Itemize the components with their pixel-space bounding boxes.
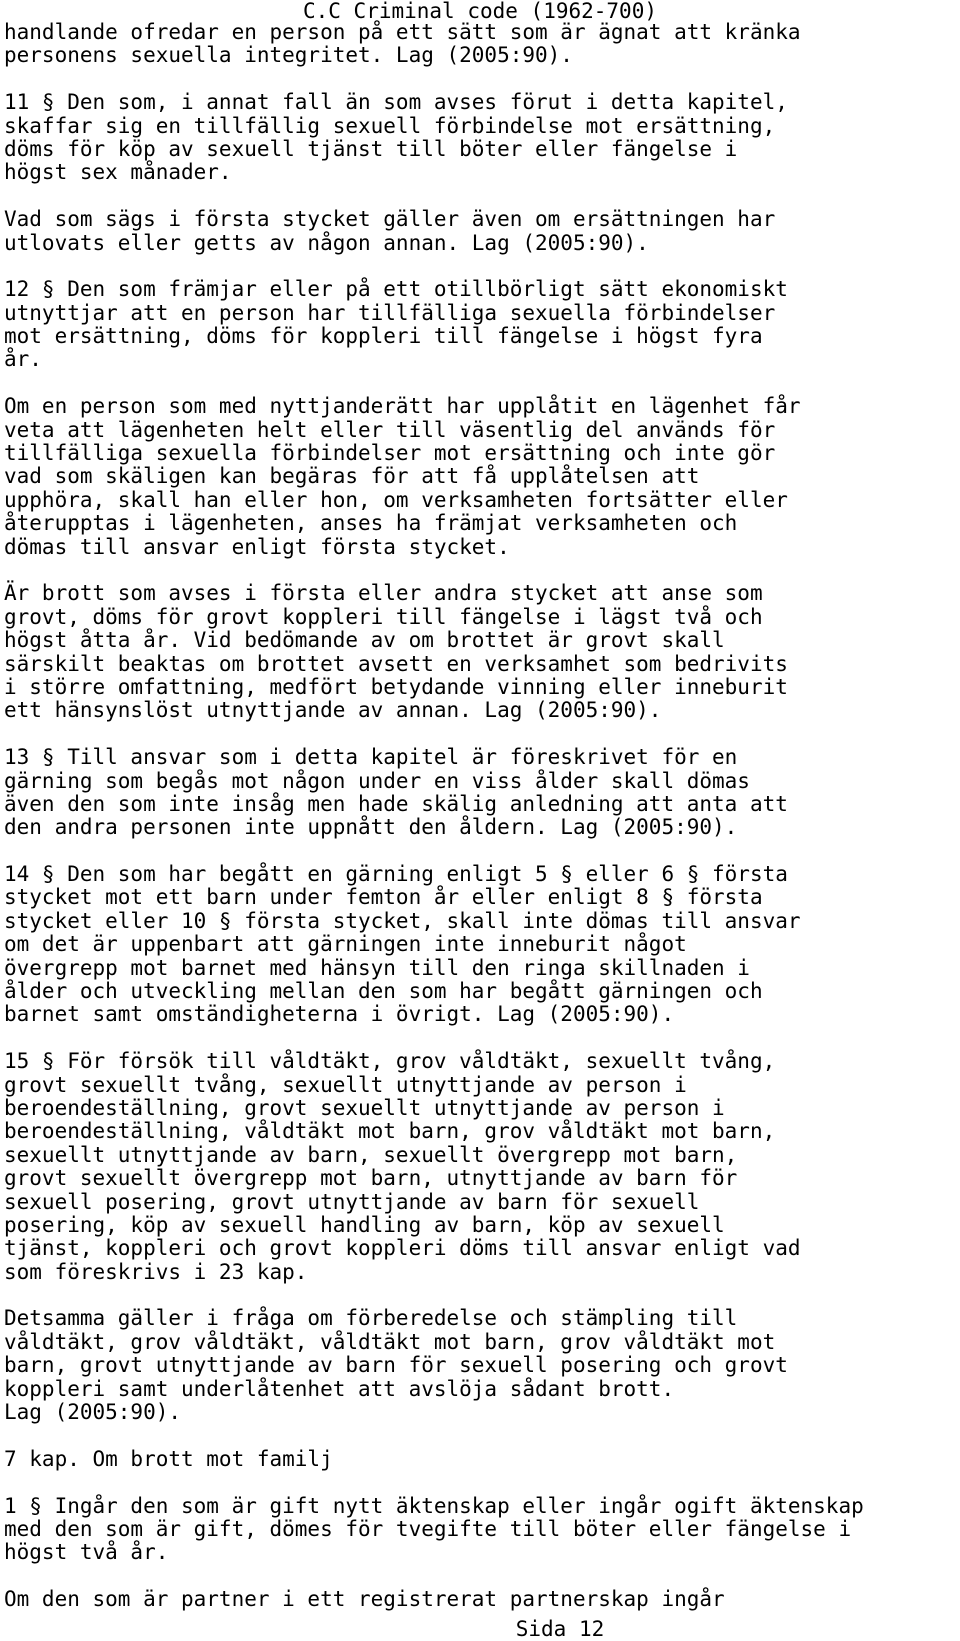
text-line: sexuell posering, grovt utnyttjande av barn för sexuell	[4, 1189, 700, 1214]
text-line: grovt, döms för grovt koppleri till fängelse i lägst två och	[4, 604, 763, 629]
text-line: återupptas i lägenheten, anses ha främjat verksamheten och	[4, 511, 738, 536]
paragraph	[4, 1495, 960, 1565]
text-line: utnyttjar att en person har tillfälliga sexuella förbindelser	[4, 300, 776, 325]
text-line: utlovats eller getts av någon annan. Lag (2005:90).	[4, 230, 649, 255]
text-line: Vad som sägs i första stycket gäller även om ersättningen har	[4, 207, 776, 232]
text-line: tillfälliga sexuella förbindelser mot ersättning och inte gör	[4, 441, 776, 466]
text-line: sexuellt utnyttjande av barn, sexuellt övergrepp mot barn,	[4, 1142, 738, 1167]
text-line: år.	[4, 347, 42, 372]
text-line: 13 § Till ansvar som i detta kapitel är föreskrivet för en	[4, 745, 738, 770]
paragraph	[4, 1307, 960, 1424]
text-line: om det är uppenbart att gärningen inte inneburit något	[4, 932, 687, 957]
text-line: högst sex månader.	[4, 160, 232, 185]
text-line: barn, grovt utnyttjande av barn för sexuell posering och grovt	[4, 1353, 788, 1378]
text-line: dömas till ansvar enligt första stycket.	[4, 534, 510, 559]
text-line: 11 § Den som, i annat fall än som avses förut i detta kapitel,	[4, 90, 788, 115]
paragraph	[4, 746, 960, 840]
text-line: i större omfattning, medfört betydande vinning eller inneburit	[4, 674, 788, 699]
paragraph	[4, 91, 960, 185]
text-line: Lag (2005:90).	[4, 1400, 182, 1425]
text-line: även den som inte insåg men hade skälig anledning att anta att	[4, 791, 788, 816]
text-line: koppleri samt underlåtenhet att avslöja sådant brott.	[4, 1376, 675, 1401]
paragraph	[4, 395, 960, 559]
page-footer: Sida 12	[515, 1617, 605, 1641]
text-line: ålder och utveckling mellan den som har begått gärningen och	[4, 979, 763, 1004]
text-line: som föreskrivs i 23 kap.	[4, 1259, 308, 1284]
text-line: högst två år.	[4, 1540, 169, 1565]
text-line: posering, köp av sexuell handling av barn, köp av sexuell	[4, 1212, 725, 1237]
law-text-body	[4, 21, 960, 1635]
text-line: stycket mot ett barn under femton år eller enligt 8 § första	[4, 885, 763, 910]
paragraph	[4, 1050, 960, 1284]
text-line: handlande ofredar en person på ett sätt som är ägnat att kränka	[4, 20, 801, 44]
text-line: den andra personen inte uppnått den åldern. Lag (2005:90).	[4, 815, 738, 840]
text-line: vad som skäligen kan begäras för att få upplåtelsen att	[4, 464, 700, 489]
text-line: beroendeställning, grovt sexuellt utnyttjande av person i	[4, 1095, 725, 1120]
text-line: veta att lägenheten helt eller till väsentlig del används för	[4, 417, 776, 442]
text-line: barnet samt omständigheterna i övrigt. Lag (2005:90).	[4, 1002, 675, 1027]
text-line: mot ersättning, döms för koppleri till fängelse i högst fyra	[4, 324, 763, 349]
text-line: tjänst, koppleri och grovt koppleri döms till ansvar enligt vad	[4, 1236, 801, 1261]
text-line: 1 § Ingår den som är gift nytt äktenskap eller ingår ogift äktenskap	[4, 1493, 864, 1518]
text-line: med den som är gift, dömes för tvegifte till böter eller fängelse i	[4, 1517, 852, 1541]
text-line: våldtäkt, grov våldtäkt, våldtäkt mot barn, grov våldtäkt mot	[4, 1329, 776, 1354]
text-line: upphöra, skall han eller hon, om verksamheten fortsätter eller	[4, 487, 788, 512]
paragraph	[4, 208, 960, 255]
text-line: 14 § Den som har begått en gärning enligt 5 § eller 6 § första	[4, 862, 788, 887]
text-line: Om den som är partner i ett registrerat partnerskap ingår	[4, 1587, 725, 1612]
text-line: grovt sexuellt övergrepp mot barn, utnyttjande av barn för	[4, 1166, 738, 1191]
paragraph	[4, 1588, 960, 1611]
text-line: gärning som begås mot någon under en viss ålder skall dömas	[4, 768, 750, 793]
text-line: Detsamma gäller i fråga om förberedelse och stämpling till	[4, 1306, 738, 1331]
text-line: 12 § Den som främjar eller på ett otillbörligt sätt ekonomiskt	[4, 277, 788, 302]
page-header: C.C Criminal code (1962-700)	[302, 0, 657, 23]
text-line: ett hänsynslöst utnyttjande av annan. Lag (2005:90).	[4, 698, 662, 723]
paragraph	[4, 582, 960, 722]
text-line: grovt sexuellt tvång, sexuellt utnyttjande av person i	[4, 1072, 687, 1097]
text-line: beroendeställning, våldtäkt mot barn, grov våldtäkt mot barn,	[4, 1119, 776, 1144]
text-line: 7 kap. Om brott mot familj	[4, 1446, 333, 1471]
paragraph	[4, 863, 960, 1027]
text-line: övergrepp mot barnet med hänsyn till den ringa skillnaden i	[4, 955, 750, 980]
text-line: skaffar sig en tillfällig sexuell förbindelse mot ersättning,	[4, 113, 776, 138]
text-line: 15 § För försök till våldtäkt, grov våldtäkt, sexuellt tvång,	[4, 1049, 776, 1074]
text-line: Om en person som med nyttjanderätt har upplåtit en lägenhet får	[4, 394, 801, 419]
text-line: stycket eller 10 § första stycket, skall inte dömas till ansvar	[4, 908, 801, 933]
paragraph	[4, 1448, 960, 1471]
text-line: personens sexuella integritet. Lag (2005:90).	[4, 43, 573, 68]
text-line: särskilt beaktas om brottet avsett en verksamhet som bedrivits	[4, 651, 788, 676]
text-line: Är brott som avses i första eller andra stycket att anse som	[4, 581, 763, 606]
paragraph	[4, 21, 960, 68]
paragraph	[4, 278, 960, 372]
text-line: döms för köp av sexuell tjänst till böter eller fängelse i	[4, 136, 738, 161]
text-line: högst åtta år. Vid bedömande av om brottet är grovt skall	[4, 628, 725, 653]
